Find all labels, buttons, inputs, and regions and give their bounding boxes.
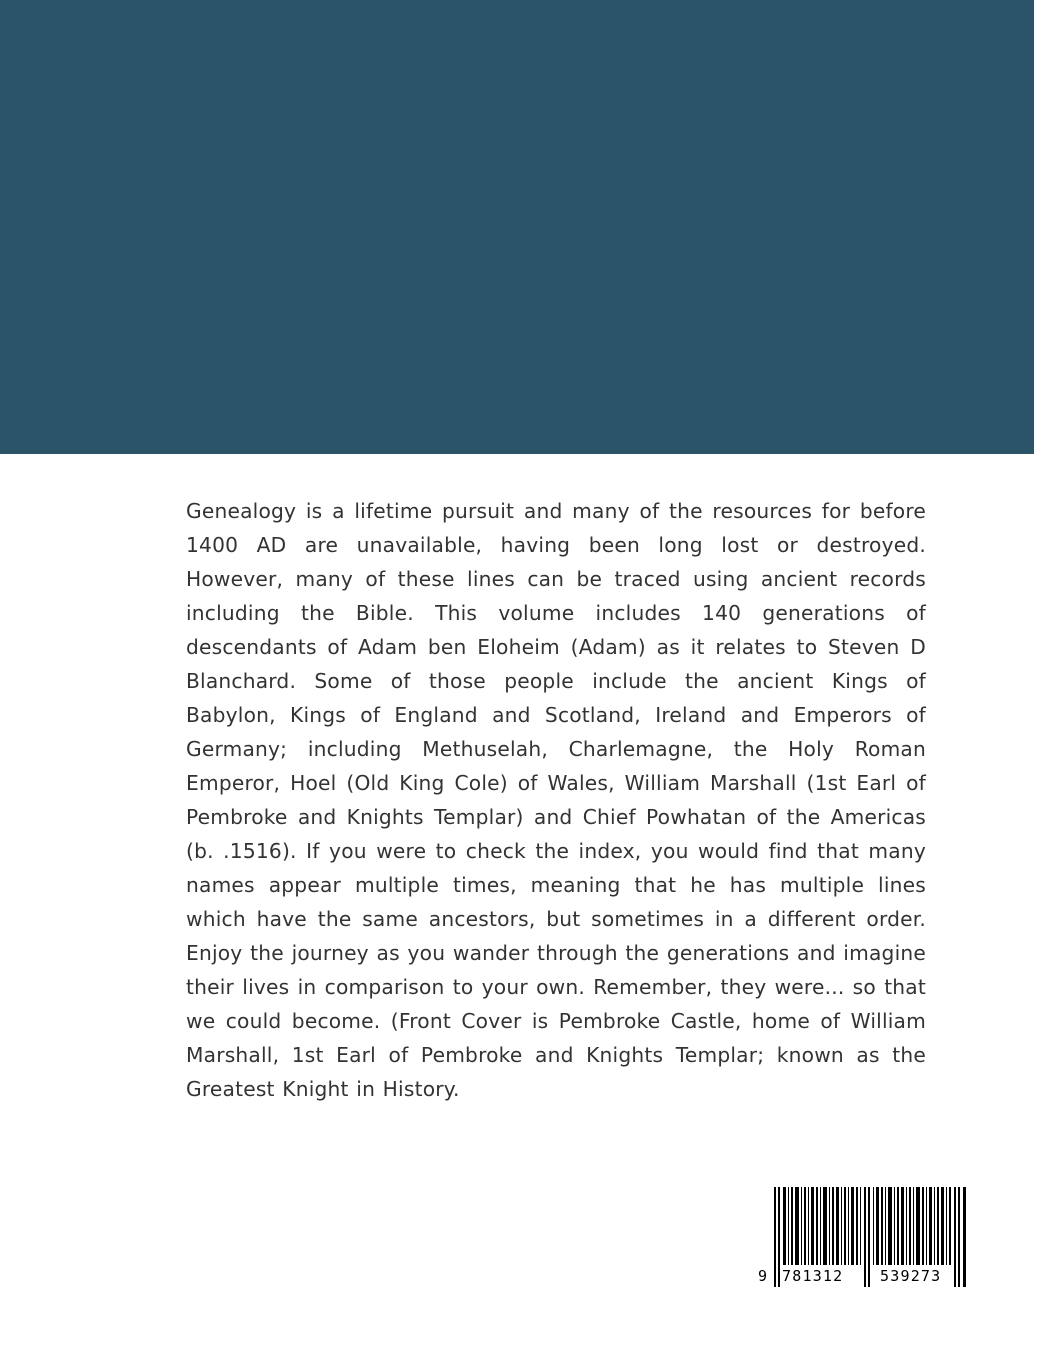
barcode-lead-digit: 9 — [758, 1267, 768, 1285]
isbn-barcode — [758, 1187, 970, 1289]
barcode-left-digits: 781312 — [782, 1267, 844, 1285]
cover-color-band — [0, 0, 1034, 454]
barcode-right-digits: 539273 — [880, 1267, 942, 1285]
back-cover-blurb: Genealogy is a lifetime pursuit and many of the resources for before 1400 AD are unavailable, having been long lost or destroyed. However, many of these lines can be traced using ancient records including the Bible. This volume includes 140 generations of descendants of Adam ben Eloheim (Adam) as it relates to Steven D Blanchard. Some of those people include the ancient Kings of Babylon, Kings of England and Scotland, Ireland and Emperors of Germany; including Methuselah, Charlemagne, the Holy Roman Emperor, Hoel (Old King Cole) of Wales, William Marshall (1st Earl of Pembroke and Knights Templar) and Chief Powhatan of the Americas (b. .1516). If you were to check the index, you would find that many names appear multiple times, meaning that he has multiple lines which have the same ancestors, but sometimes in a different order. Enjoy the journey as you wander through the generations and imagine their lives in comparison to your own. Remember, they were... so that we could become. (Front Cover is Pembroke Castle, home of William Marshall, 1st Earl of Pembroke and Knights Templar; known as the Greatest Knight in History. — [186, 499, 926, 1101]
